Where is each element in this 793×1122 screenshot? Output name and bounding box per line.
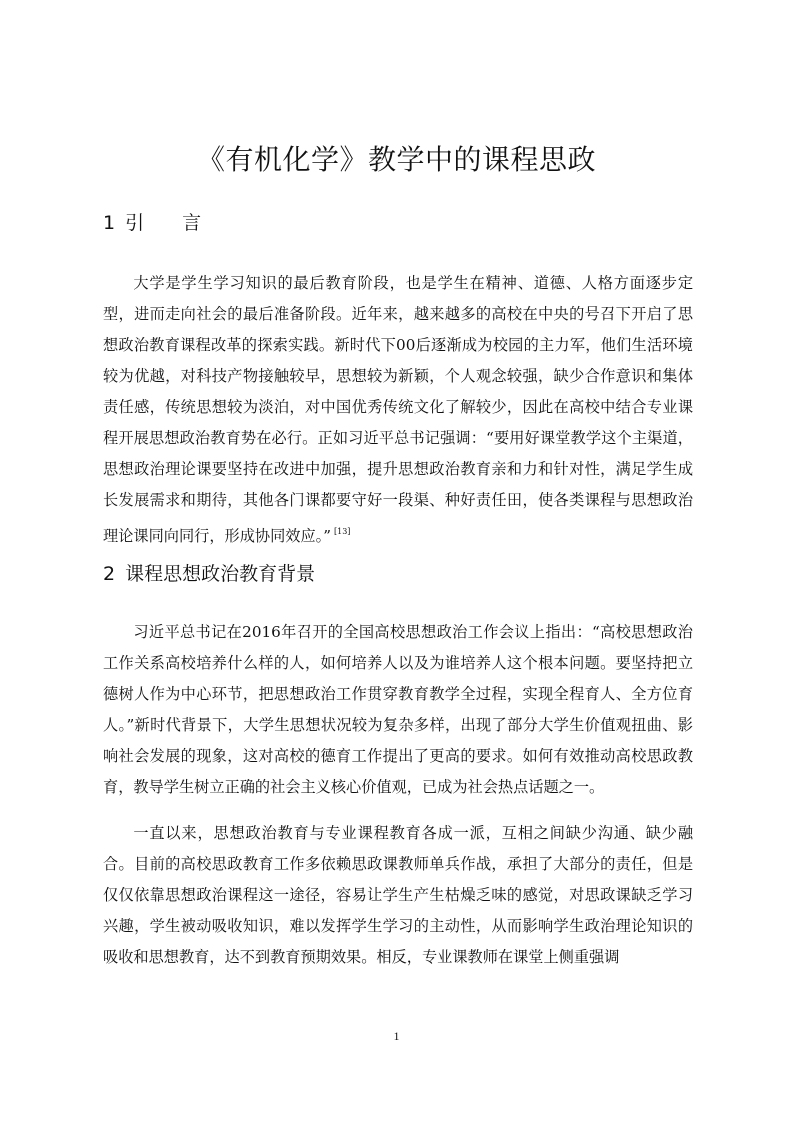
- section-number: 1: [103, 212, 116, 234]
- section-number: 2: [103, 563, 116, 585]
- body-paragraph: [103, 268, 693, 552]
- body-paragraph: 习近平总书记在2016年召开的全国高校思想政治工作会议上指出：“高校思想政治工作关系高校培养什么样的人，如何培养人以及为谁培养人这个根本问题。要坚持把立德树人作为中心环节，把思想政治工作贯穿教育教学全过程，实现全程育人、全方位育人。”新时代背景下，大学生思想状况较为复杂多样，出现了部分大学生价值观扭曲、影响社会发展的现象，这对高校的德育工作提出了更高的要求。如何有效推动高校思政教育，教导学生树立正确的社会主义核心价值观，已成为社会热点话题之一。: [103, 623, 693, 796]
- section-title-part: 引: [125, 212, 145, 234]
- body-paragraph: 一直以来，思想政治教育与专业课程教育各成一派，互相之间缺少沟通、缺少融合。目前的高校思政教育工作多依赖思政课教师单兵作战，承担了大部分的责任，但是仅仅依靠思想政治课程这一途径，容易让学生产生枯燥乏味的感觉，对思政课缺乏学习兴趣，学生被动吸收知识，难以发挥学生学习的主动性，从而影响学生政治理论知识的吸收和思想教育，达不到教育预期效果。相反，专业课教师在课堂上侧重强调: [103, 824, 693, 966]
- section-heading-introduction: [103, 209, 201, 237]
- paragraph-text: 大学是学生学习知识的最后教育阶段，也是学生在精神、道德、人格方面逐步定型，进而走向社会的最后准备阶段。近年来，越来越多的高校在中央的号召下开启了思想政治教育课程改革的探索实践。新时代下00后逐渐成为校园的主力军，他们生活环境较为优越，对科技产物接触较早，思想较为新颖，个人观念较强，缺少合作意识和集体责任感，传统思想较为淡泊，对中国优秀传统文化了解较少，因此在高校中结合专业课程开展思想政治教育势在必行。正如习近平总书记强调：“要用好课堂教学这个主渠道，思想政治理论课要坚持在改进中加强，提升思想政治教育亲和力和针对性，满足学生成长发展需求和期待，其他各门课都要守好一段渠、种好责任田，使各类课程与思想政治理论课同向同行，形成协同效应。”: [103, 274, 693, 545]
- citation-reference: [13]: [333, 527, 351, 536]
- section-title-part: 言: [182, 212, 202, 234]
- section-title: 课程思想政治教育背景: [125, 563, 316, 585]
- document-title: 《有机化学》教学中的课程思政: [196, 143, 596, 176]
- section-heading-background: [103, 560, 315, 588]
- page-number: 1: [393, 1029, 400, 1043]
